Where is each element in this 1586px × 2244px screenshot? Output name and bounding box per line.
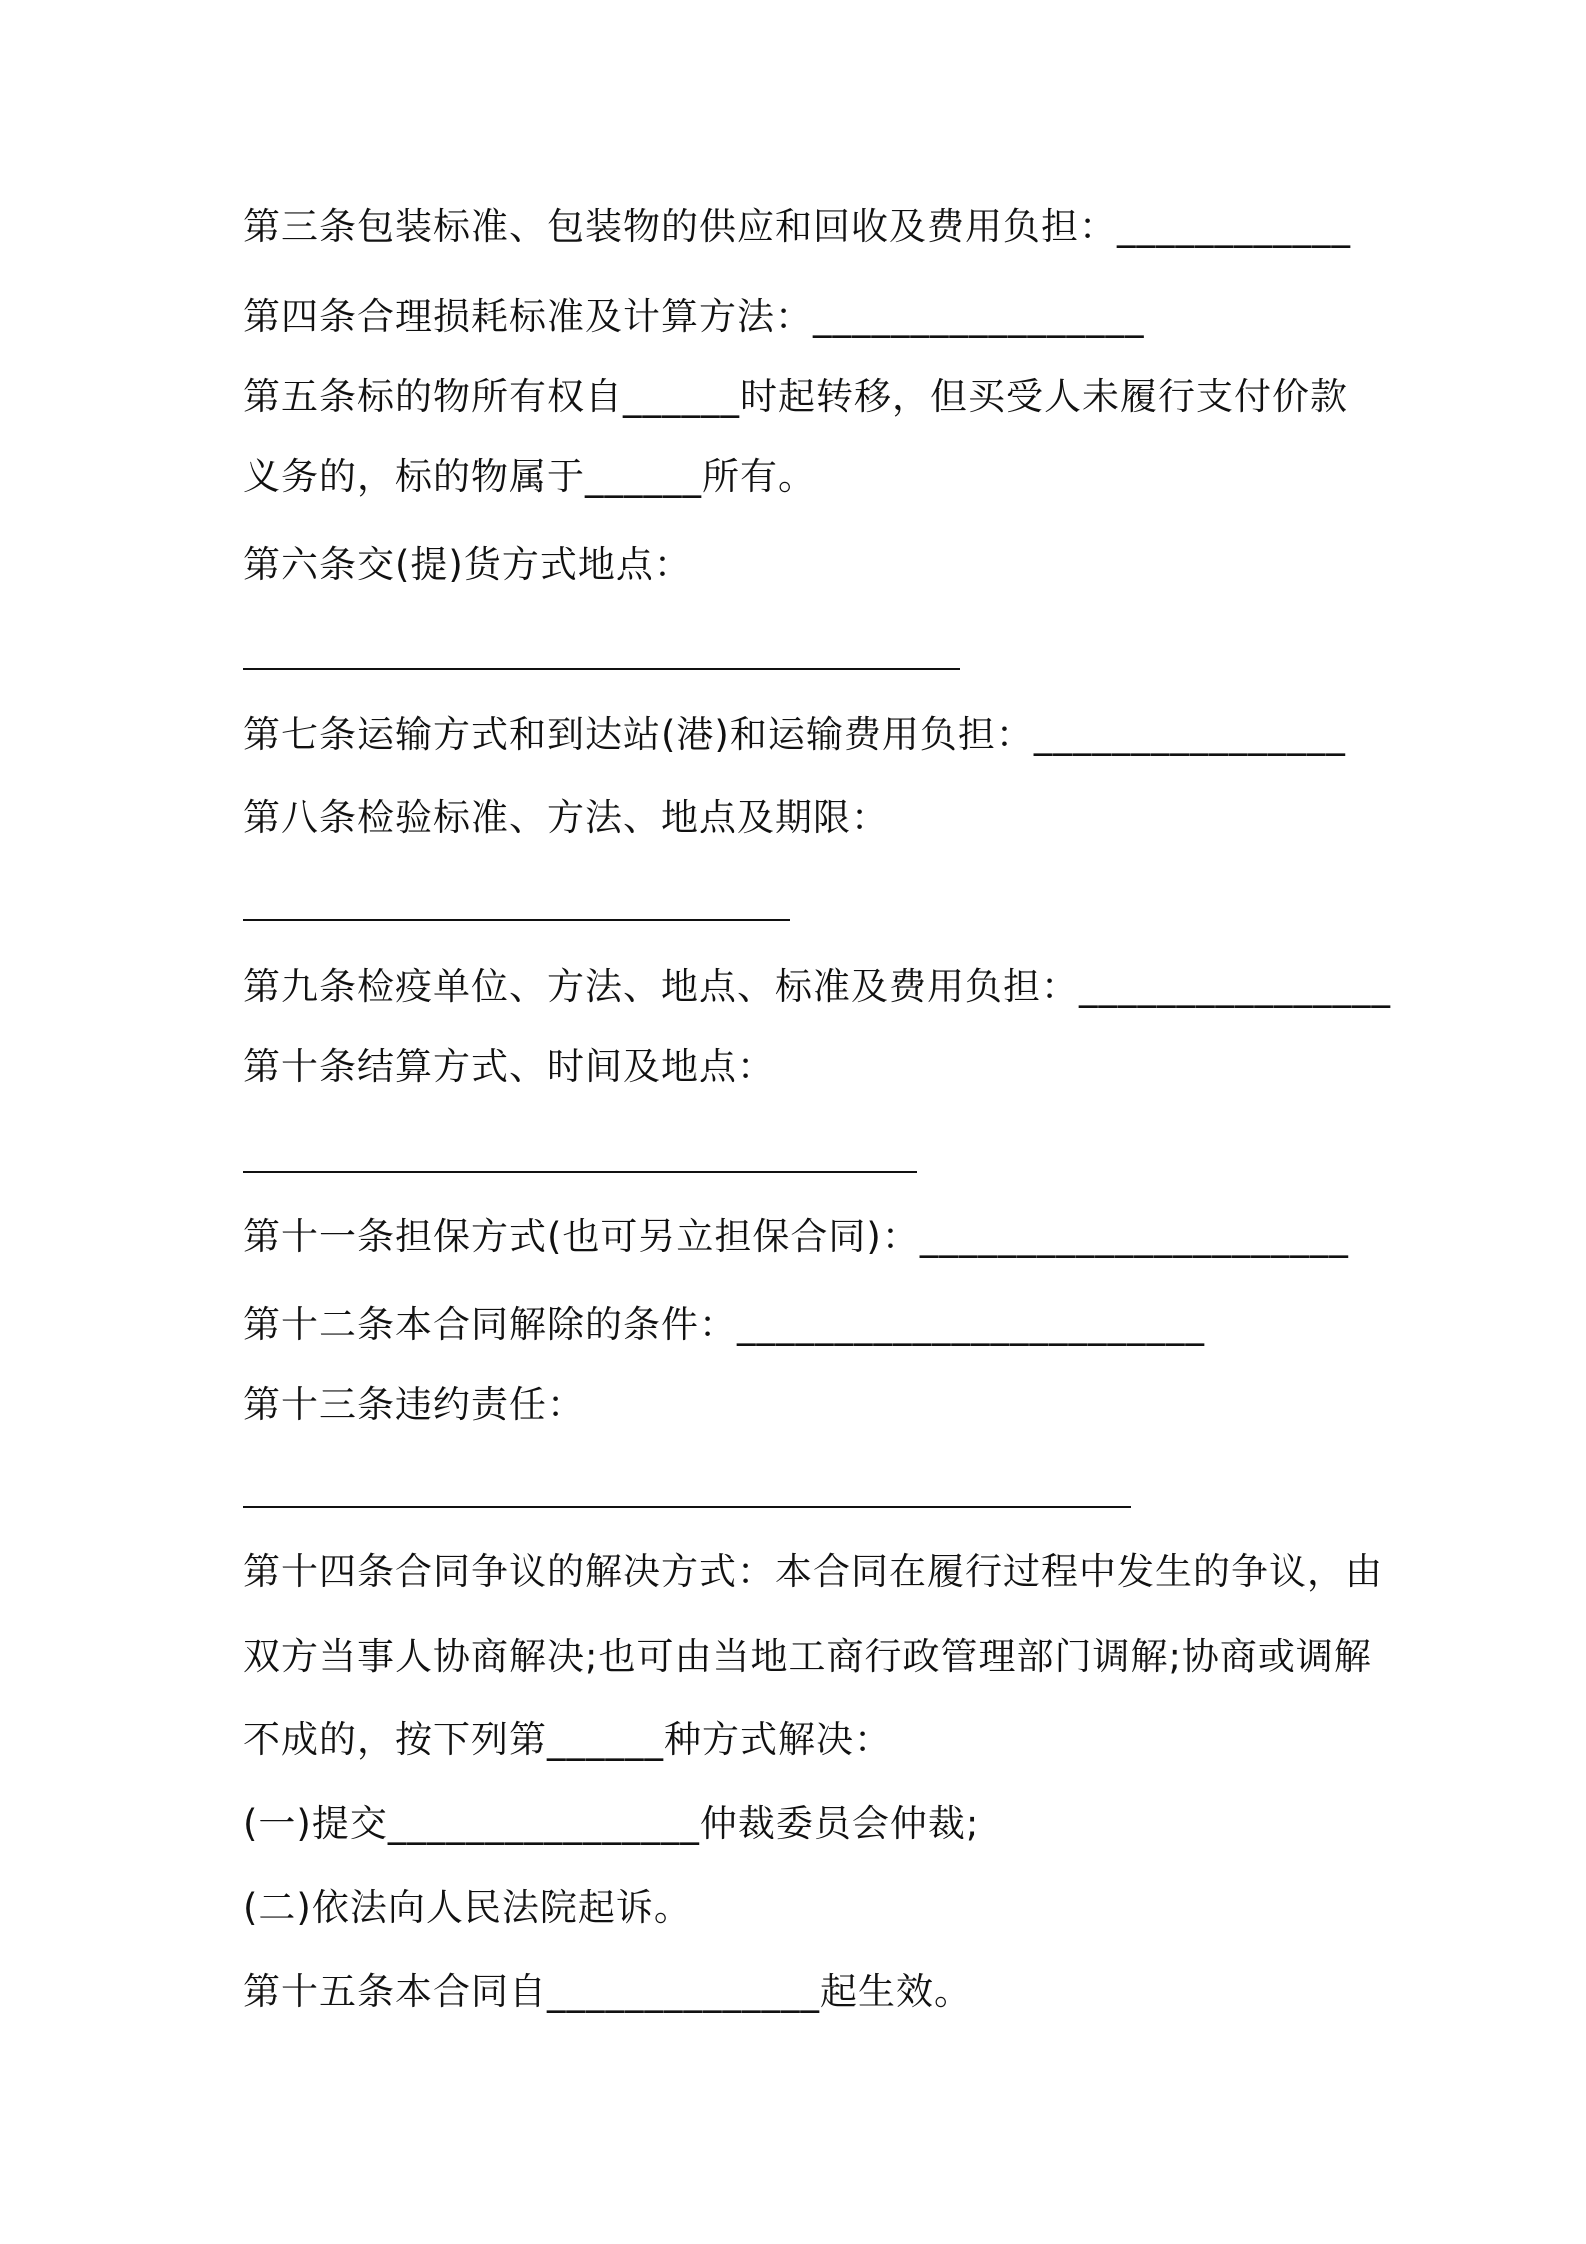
clause-11-guarantee: 第十一条担保方式(也可另立担保合同)：______________________ [243, 1215, 1349, 1258]
clause-14-disputes-line-2: 双方当事人协商解决;也可由当地工商行政管理部门调解;协商或调解 [243, 1635, 1372, 1678]
clause-6-delivery: 第六条交(提)货方式地点： [243, 543, 692, 586]
clause-15-effectiveness: 第十五条本合同自______________起生效。 [243, 1970, 972, 2013]
clause-4-loss-standard: 第四条合理损耗标准及计算方法：_________________ [243, 295, 1145, 338]
clause-14-option-arbitration: (一)提交________________仲裁委员会仲裁; [243, 1802, 980, 1845]
clause-14-disputes-line-1: 第十四条合同争议的解决方式：本合同在履行过程中发生的争议，由 [243, 1550, 1383, 1593]
clause-14-option-court: (二)依法向人民法院起诉。 [243, 1886, 692, 1929]
clause-13-liability: 第十三条违约责任： [243, 1383, 585, 1426]
clause-10-blank-line [243, 1167, 917, 1173]
clause-5-ownership-line-2: 义务的，标的物属于______所有。 [243, 455, 816, 498]
clause-8-blank-line [243, 915, 790, 921]
clause-12-termination: 第十二条本合同解除的条件：________________________ [243, 1303, 1205, 1346]
clause-14-disputes-line-3: 不成的，按下列第______种方式解决： [243, 1718, 892, 1761]
clause-9-quarantine: 第九条检疫单位、方法、地点、标准及费用负担：________________ [243, 965, 1391, 1008]
clause-6-blank-line [243, 664, 960, 670]
clause-3-packaging: 第三条包装标准、包装物的供应和回收及费用负担：____________ [243, 205, 1351, 248]
clause-7-transport: 第七条运输方式和到达站(港)和运输费用负担：________________ [243, 713, 1346, 756]
clause-13-blank-line [243, 1502, 1131, 1508]
clause-10-settlement: 第十条结算方式、时间及地点： [243, 1045, 775, 1088]
clause-5-ownership-line-1: 第五条标的物所有权自______时起转移，但买受人未履行支付价款 [243, 375, 1348, 418]
clause-8-inspection: 第八条检验标准、方法、地点及期限： [243, 796, 889, 839]
